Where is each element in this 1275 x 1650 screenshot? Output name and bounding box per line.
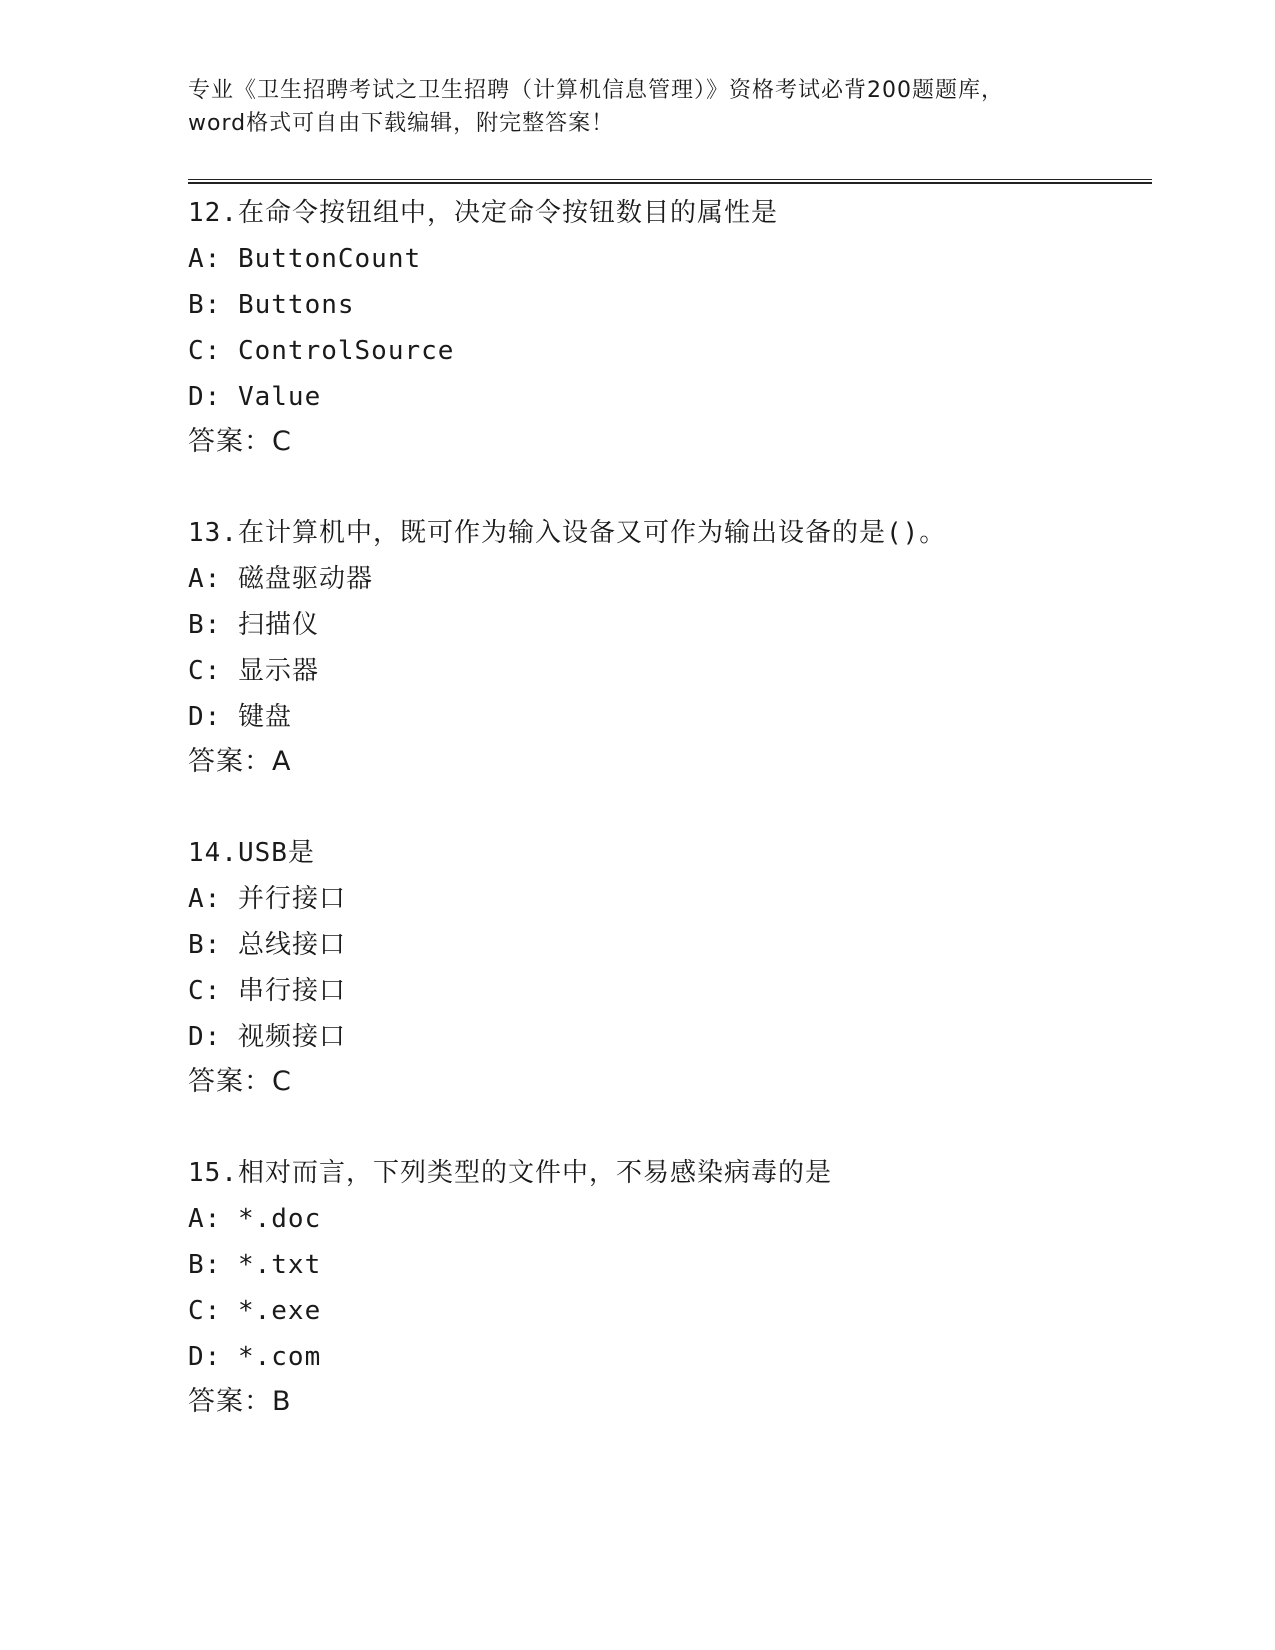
question-stem: 12.在命令按钮组中，决定命令按钮数目的属性是 bbox=[188, 198, 778, 228]
option-c: C: 显示器 bbox=[188, 656, 319, 686]
question-stem: 15.相对而言，下列类型的文件中，不易感染病毒的是 bbox=[188, 1158, 832, 1188]
option-b: B: 扫描仪 bbox=[188, 610, 319, 640]
option-a: A: *.doc bbox=[188, 1204, 322, 1234]
document-header bbox=[188, 74, 1152, 140]
option-d: D: 键盘 bbox=[188, 702, 292, 732]
question-15 bbox=[188, 1150, 1152, 1424]
option-a: A: ButtonCount bbox=[188, 244, 422, 274]
option-d: D: Value bbox=[188, 382, 322, 412]
option-b: B: 总线接口 bbox=[188, 930, 346, 960]
option-d: D: *.com bbox=[188, 1342, 322, 1372]
option-a: A: 并行接口 bbox=[188, 884, 346, 914]
question-13 bbox=[188, 510, 1152, 784]
header-divider bbox=[188, 179, 1152, 184]
answer-line: 答案：B bbox=[188, 1386, 292, 1417]
option-c: C: *.exe bbox=[188, 1296, 322, 1326]
question-14 bbox=[188, 830, 1152, 1104]
answer-line: 答案：A bbox=[188, 746, 292, 777]
header-line-2: word格式可自由下载编辑，附完整答案！ bbox=[188, 111, 615, 136]
answer-line: 答案：C bbox=[188, 426, 292, 457]
option-d: D: 视频接口 bbox=[188, 1022, 346, 1052]
question-12 bbox=[188, 190, 1152, 464]
header-line-1: 专业《卫生招聘考试之卫生招聘（计算机信息管理）》资格考试必背200题题库， bbox=[188, 78, 1004, 103]
option-c: C: 串行接口 bbox=[188, 976, 346, 1006]
option-c: C: ControlSource bbox=[188, 336, 455, 366]
question-stem: 14.USB是 bbox=[188, 838, 315, 868]
answer-line: 答案：C bbox=[188, 1066, 292, 1097]
question-stem: 13.在计算机中，既可作为输入设备又可作为输出设备的是()。 bbox=[188, 518, 947, 548]
question-list bbox=[188, 190, 1152, 1470]
option-b: B: Buttons bbox=[188, 290, 355, 320]
option-a: A: 磁盘驱动器 bbox=[188, 564, 373, 594]
option-b: B: *.txt bbox=[188, 1250, 322, 1280]
